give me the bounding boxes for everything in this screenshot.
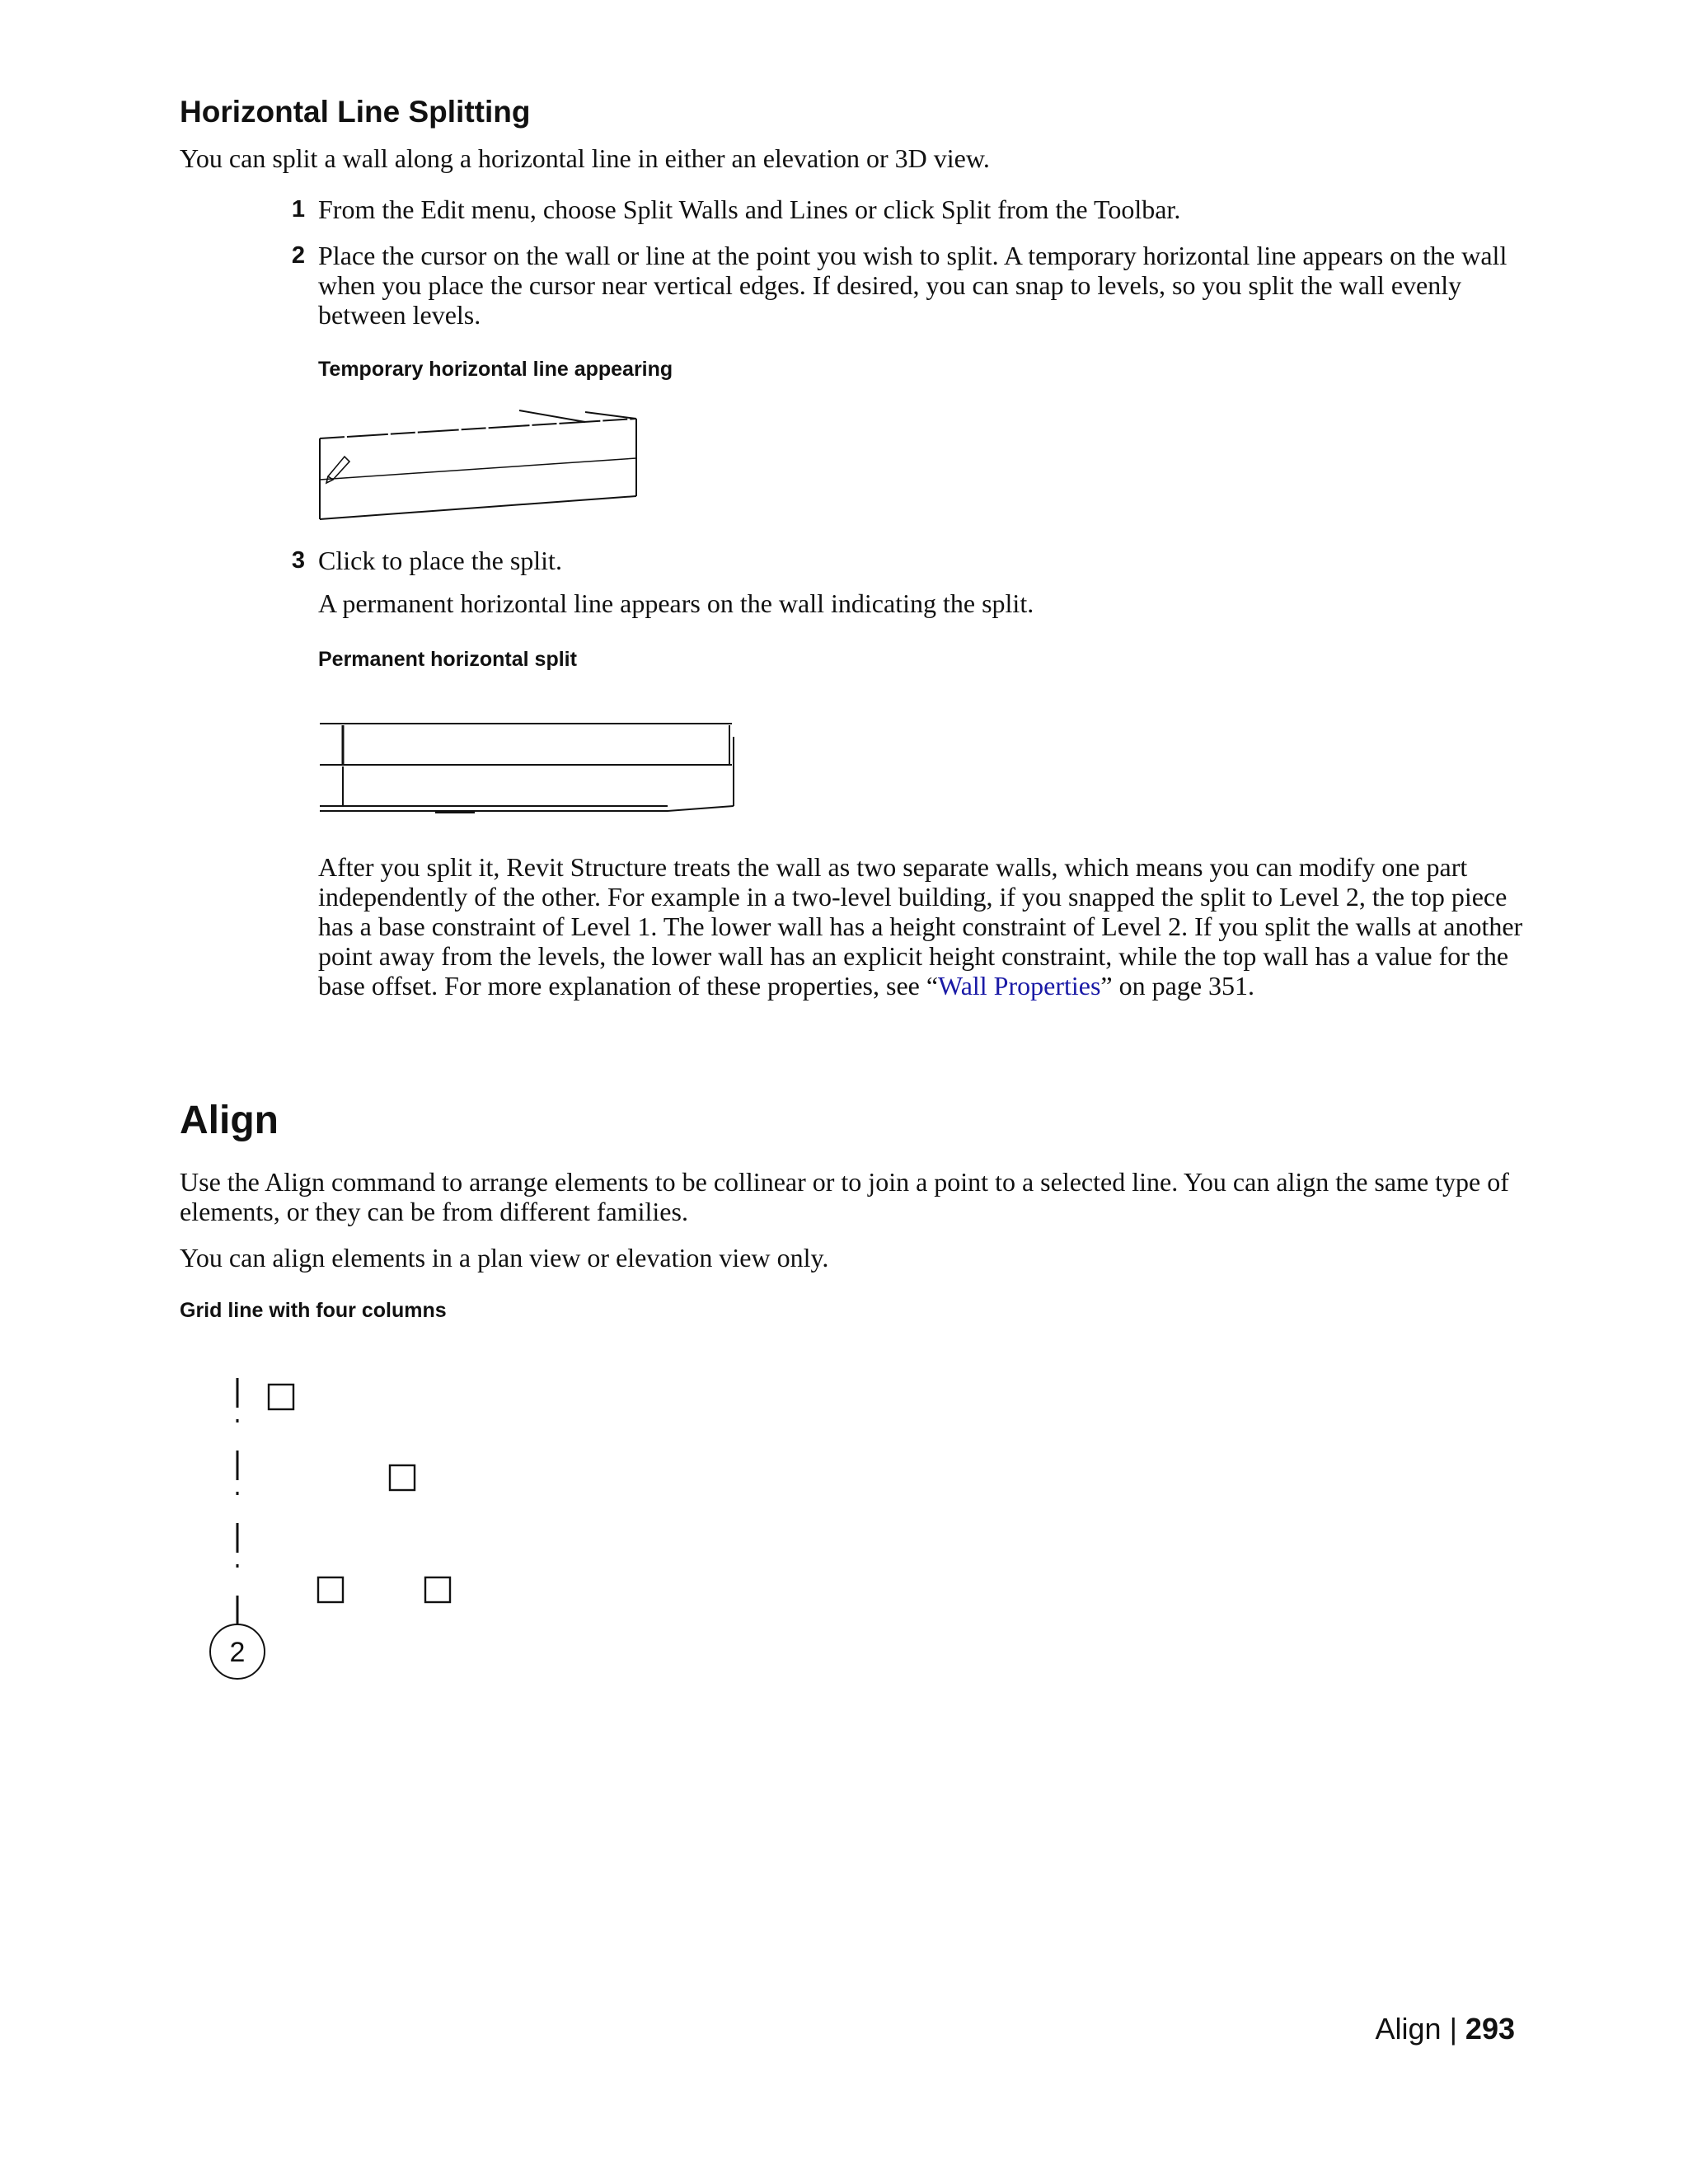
figure-caption: Temporary horizontal line appearing (318, 358, 673, 381)
page-footer (1376, 2011, 1516, 2047)
column (269, 1385, 293, 1409)
section-heading: Horizontal Line Splitting (180, 95, 531, 129)
align-view-note: You can align elements in a plan view or elevation view only. (180, 1243, 829, 1272)
wall-top-edge (519, 410, 585, 422)
step-result-text: A permanent horizontal line appears on the wall indicating the split. (318, 588, 1034, 618)
permanent-split-figure (313, 717, 742, 824)
page-number: 293 (1465, 2012, 1515, 2046)
figure-caption: Grid line with four columns (180, 1299, 447, 1322)
pencil-cursor-icon (328, 457, 349, 480)
column (318, 1577, 343, 1602)
step-text: Place the cursor on the wall or line at the point you wish to split. A temporary horizontal line appears on the wall when you place the cursor near vertical edges. If desired, you can snap to levels, so you split the wall evenly between levels. (318, 241, 1507, 330)
column (390, 1465, 415, 1490)
after-split-paragraph (318, 852, 1523, 1001)
wall-top-edge (585, 412, 636, 419)
wall-bottom-edge (320, 496, 636, 519)
wall-properties-link[interactable]: Wall Properties (938, 971, 1101, 1001)
step-text: Click to place the split. (318, 546, 562, 575)
temporary-split-figure (313, 404, 651, 527)
after-split-text: After you split it, Revit Structure treats the wall as two separate walls, which means you can modify one part independently of the other. For example in a two-level building, if you snapped the split to Level 2, the top piece has a base constraint of Level 1. The lower wall has a height constraint of Level 2. If you split the walls at another point away from the levels, the lower wall has an explicit height constraint, while the top wall has a value for the base offset. For more explanation of these properties, see “ (318, 852, 1523, 1001)
align-heading: Align (180, 1099, 279, 1142)
step-number: 2 (291, 242, 305, 269)
footer-separator: | (1449, 2012, 1457, 2046)
footer-section-name: Align (1375, 2012, 1442, 2046)
step-number: 3 (291, 547, 305, 574)
step-number: 1 (291, 196, 305, 223)
step-text: From the Edit menu, choose Split Walls and Lines or click Split from the Toolbar. (318, 194, 1181, 224)
grid-bubble-label: 2 (229, 1637, 246, 1668)
figure-caption: Permanent horizontal split (318, 648, 577, 671)
temporary-split-line (320, 458, 636, 480)
column (425, 1577, 450, 1602)
after-split-text-end: ” on page 351. (1100, 971, 1255, 1001)
wall-top-edge (320, 419, 636, 438)
grid-line-figure (198, 1368, 470, 1698)
align-intro: Use the Align command to arrange elements to be collinear or to join a point to a selected line. You can align the same type of elements, or they can be from different families. (180, 1167, 1509, 1226)
section-intro: You can split a wall along a horizontal line in either an elevation or 3D view. (180, 143, 990, 173)
